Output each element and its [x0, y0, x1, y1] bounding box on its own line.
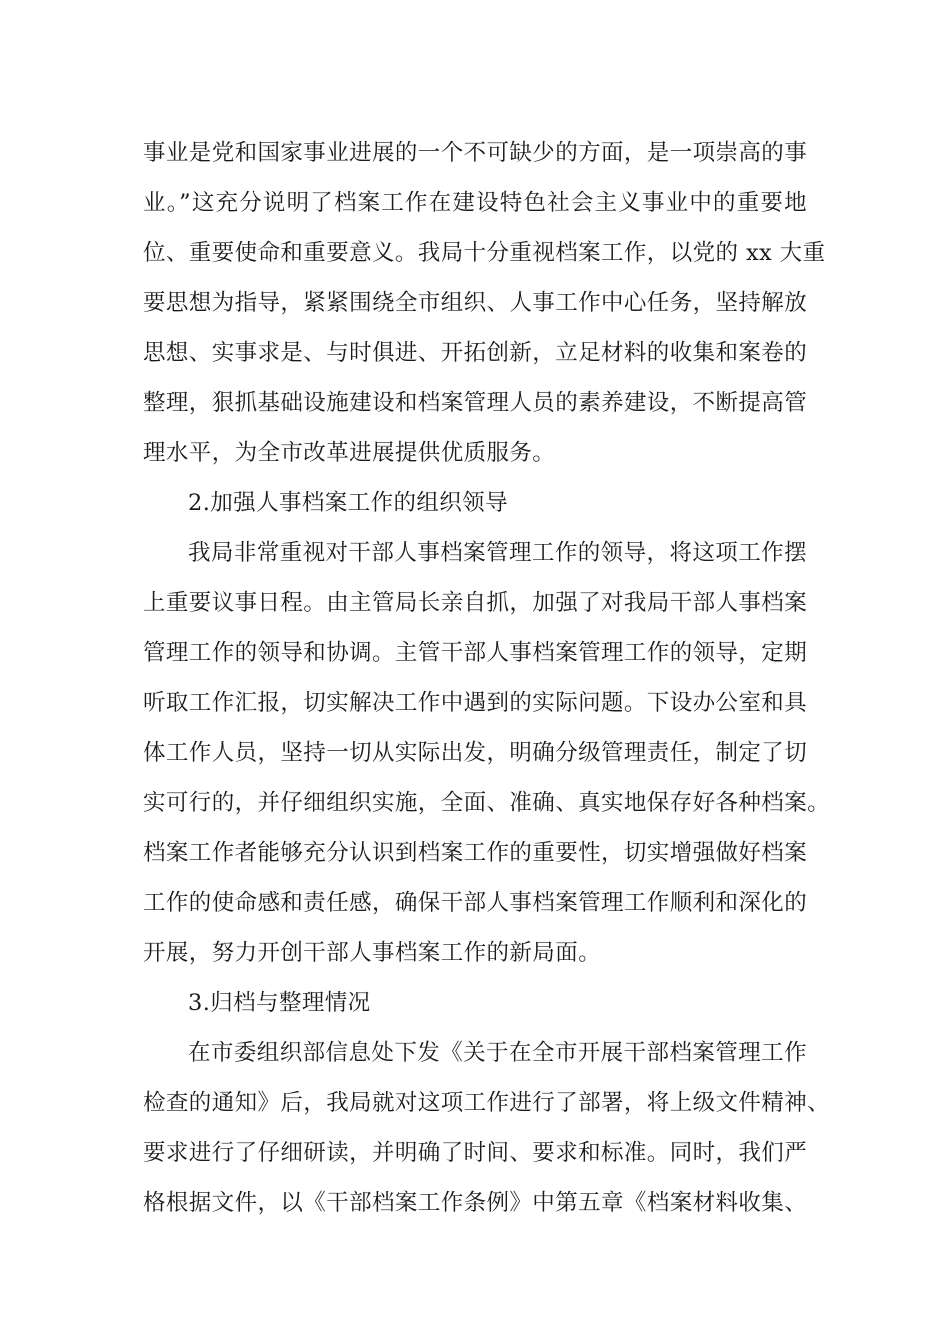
text-line: 体工作人员，坚持一切从实际出发，明确分级管理责任，制定了切	[143, 740, 808, 766]
text-line: 3.归档与整理情况	[188, 990, 371, 1016]
text-line: 理水平，为全市改革进展提供优质服务。	[143, 440, 556, 466]
text-line: 在市委组织部信息处下发《关于在全市开展干部档案管理工作	[188, 1040, 807, 1066]
document-body	[143, 128, 831, 1228]
text-line: 实可行的，并仔细组织实施，全面、准确、真实地保存好各种档案。	[143, 790, 831, 816]
text-line: 思想、实事求是、与时俱进、开拓创新，立足材料的收集和案卷的	[143, 340, 808, 366]
text-line: 检查的通知》后，我局就对这项工作进行了部署，将上级文件精神、	[143, 1090, 831, 1116]
text-line: 档案工作者能够充分认识到档案工作的重要性，切实增强做好档案	[143, 840, 808, 866]
text-line: 上重要议事日程。由主管局长亲自抓，加强了对我局干部人事档案	[143, 590, 808, 616]
text-line: 我局非常重视对干部人事档案管理工作的领导，将这项工作摆	[188, 540, 807, 566]
text-line: 听取工作汇报，切实解决工作中遇到的实际问题。下设办公室和具	[143, 690, 808, 716]
text-line: 2.加强人事档案工作的组织领导	[188, 490, 508, 516]
text-line: 开展，努力开创干部人事档案工作的新局面。	[143, 940, 602, 966]
text-line: 要思想为指导，紧紧围绕全市组织、人事工作中心任务，坚持解放	[143, 290, 808, 316]
text-line: 整理，狠抓基础设施建设和档案管理人员的素养建设，不断提高管	[143, 390, 808, 416]
text-line: 工作的使命感和责任感，确保干部人事档案管理工作顺利和深化的	[143, 890, 808, 916]
text-line: 位、重要使命和重要意义。我局十分重视档案工作，以党的 xx 大重	[143, 240, 826, 266]
text-line: 要求进行了仔细研读，并明确了时间、要求和标准。同时，我们严	[143, 1140, 808, 1166]
text-line: 管理工作的领导和协调。主管干部人事档案管理工作的领导，定期	[143, 640, 808, 666]
text-line: 格根据文件，以《干部档案工作条例》中第五章《档案材料收集、	[143, 1190, 808, 1216]
text-line: 事业是党和国家事业进展的一个不可缺少的方面，是一项崇高的事	[143, 140, 808, 166]
text-line: 业。”这充分说明了档案工作在建设特色社会主义事业中的重要地	[143, 190, 807, 216]
